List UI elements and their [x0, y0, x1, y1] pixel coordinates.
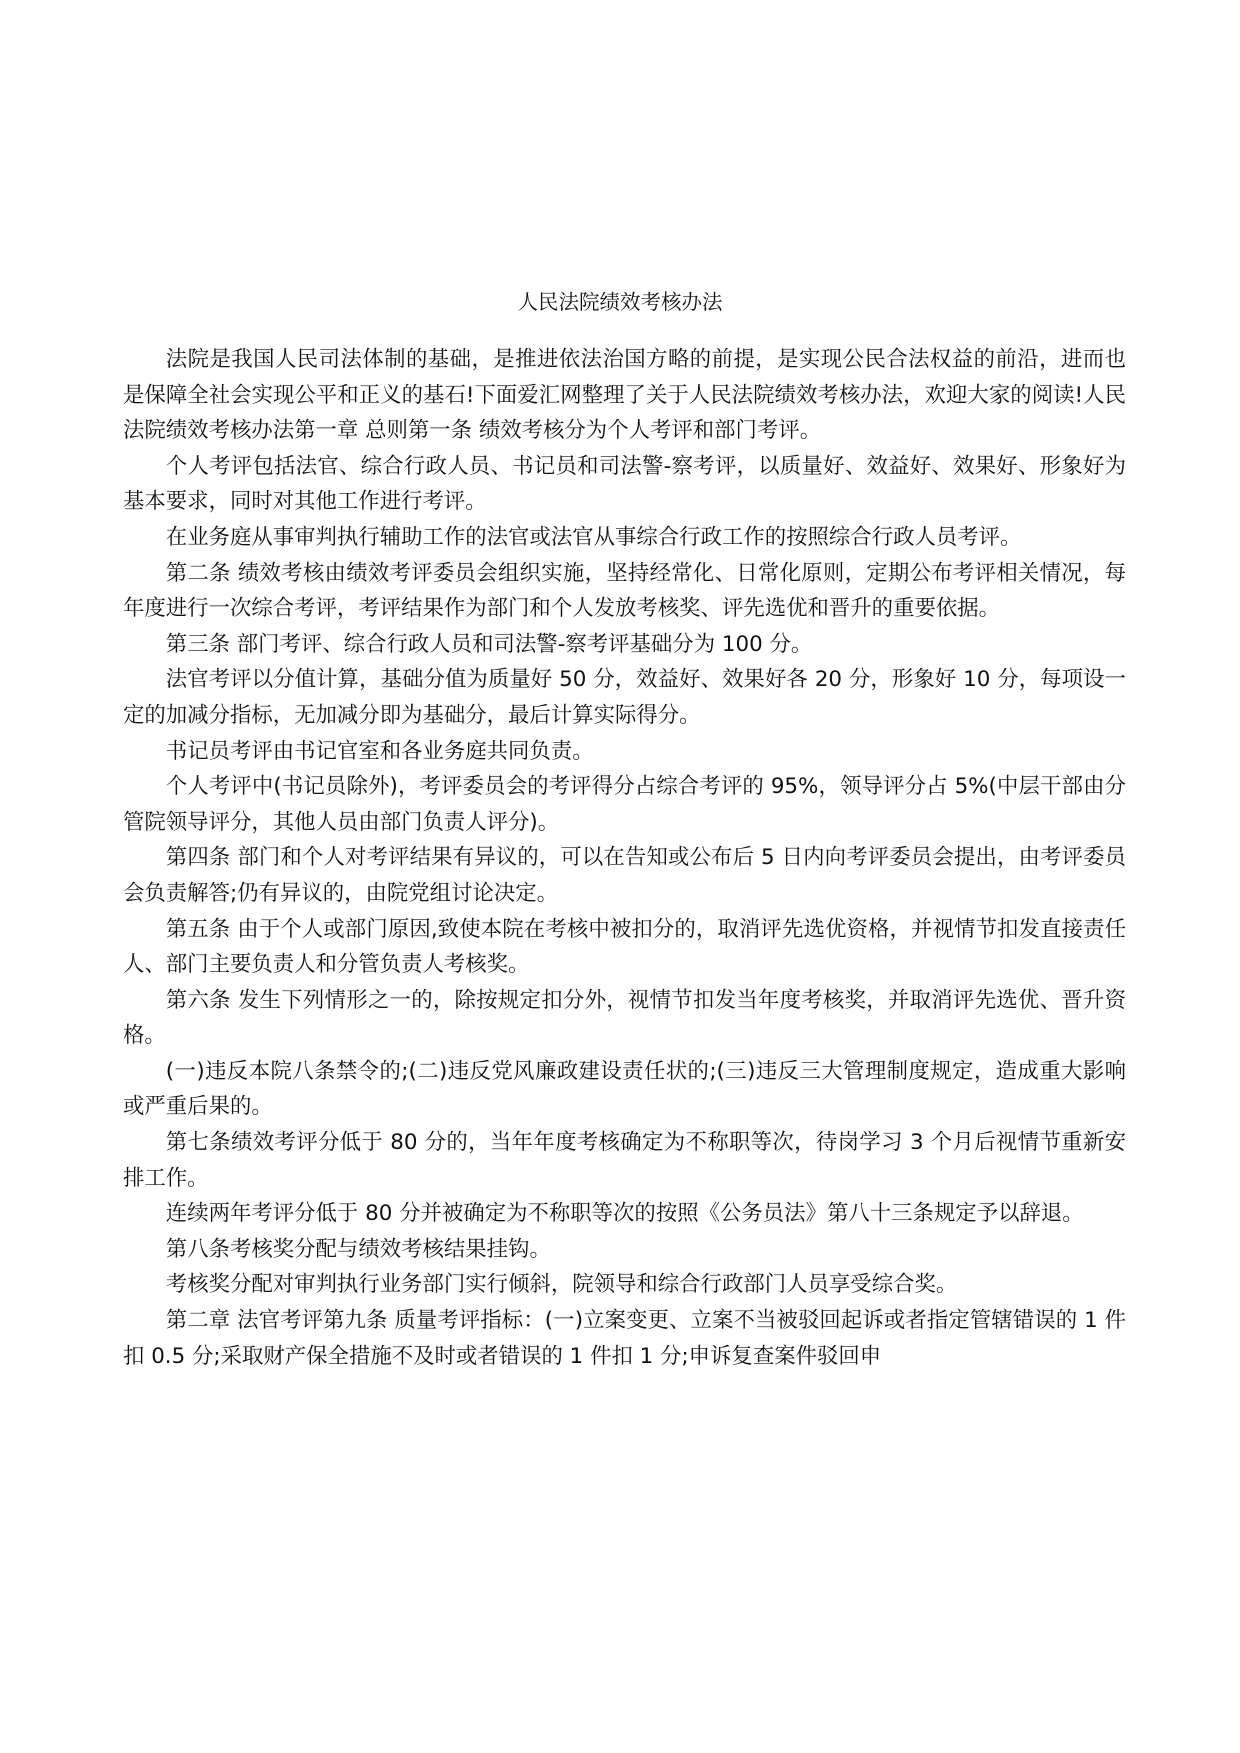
paragraph: 第三条 部门考评、综合行政人员和司法警-察考评基础分为 100 分。	[165, 631, 813, 657]
paragraph: 第六条 发生下列情形之一的，除按规定扣分外，视情节扣发当年度考核奖，并取消评先选优、晋升资格。	[123, 987, 1126, 1049]
paragraph: 考核奖分配对审判执行业务部门实行倾斜，院领导和综合行政部门人员享受综合奖。	[165, 1272, 958, 1298]
paragraph: 个人考评中(书记员除外)，考评委员会的考评得分占综合考评的 95%，领导评分占 5%(中层干部由分管院领导评分，其他人员由部门负责人评分)。	[123, 774, 1126, 835]
paragraph: 法官考评以分值计算，基础分值为质量好 50 分，效益好、效果好各 20 分，形象好 10 分，每项设一定的加减分指标，无加减分即为基础分，最后计算实际得分。	[123, 667, 1126, 728]
paragraph: (一)违反本院八条禁令的;(二)违反党风廉政建设责任状的;(三)违反三大管理制度规定，造成重大影响或严重后果的。	[123, 1058, 1126, 1120]
paragraph: 第七条绩效考评分低于 80 分的，当年年度考核确定为不称职等次，待岗学习 3 个月后视情节重新安排工作。	[123, 1130, 1126, 1191]
paragraph: 第二条 绩效考核由绩效考评委员会组织实施，坚持经常化、日常化原则，定期公布考评相关情况，每年度进行一次综合考评，考评结果作为部门和个人发放考核奖、评先选优和晋升的重要依据。	[123, 560, 1126, 622]
paragraph: 第五条 由于个人或部门原因,致使本院在考核中被扣分的，取消评先选优资格，并视情节扣发直接责任人、部门主要负责人和分管负责人考核奖。	[123, 916, 1126, 978]
document-body	[123, 342, 1126, 1374]
paragraph: 法院是我国人民司法体制的基础，是推进依法治国方略的前提，是实现公民合法权益的前沿，进而也是保障全社会实现公平和正义的基石!下面爱汇网整理了关于人民法院绩效考核办法，欢迎大家的阅读!人民法院绩效考核办法第一章 总则第一条 绩效考核分为个人考评和部门考评。	[123, 347, 1126, 444]
paragraph: 个人考评包括法官、综合行政人员、书记员和司法警-察考评，以质量好、效益好、效果好、形象好为基本要求，同时对其他工作进行考评。	[123, 453, 1126, 515]
paragraph: 第二章 法官考评第九条 质量考评指标：(一)立案变更、立案不当被驳回起诉或者指定管辖错误的 1 件扣 0.5 分;采取财产保全措施不及时或者错误的 1 件扣 1 分;申诉复查案件驳回申	[123, 1308, 1126, 1369]
document-title: 人民法院绩效考核办法	[517, 290, 723, 314]
paragraph: 第四条 部门和个人对考评结果有异议的，可以在告知或公布后 5 日内向考评委员会提出，由考评委员会负责解答;仍有异议的，由院党组讨论决定。	[123, 845, 1126, 906]
paragraph: 在业务庭从事审判执行辅助工作的法官或法官从事综合行政工作的按照综合行政人员考评。	[165, 524, 1022, 550]
paragraph: 连续两年考评分低于 80 分并被确定为不称职等次的按照《公务员法》第八十三条规定予以辞退。	[165, 1201, 1084, 1227]
paragraph: 第八条考核奖分配与绩效考核结果挂钩。	[165, 1236, 551, 1262]
paragraph: 书记员考评由书记官室和各业务庭共同负责。	[165, 738, 594, 764]
